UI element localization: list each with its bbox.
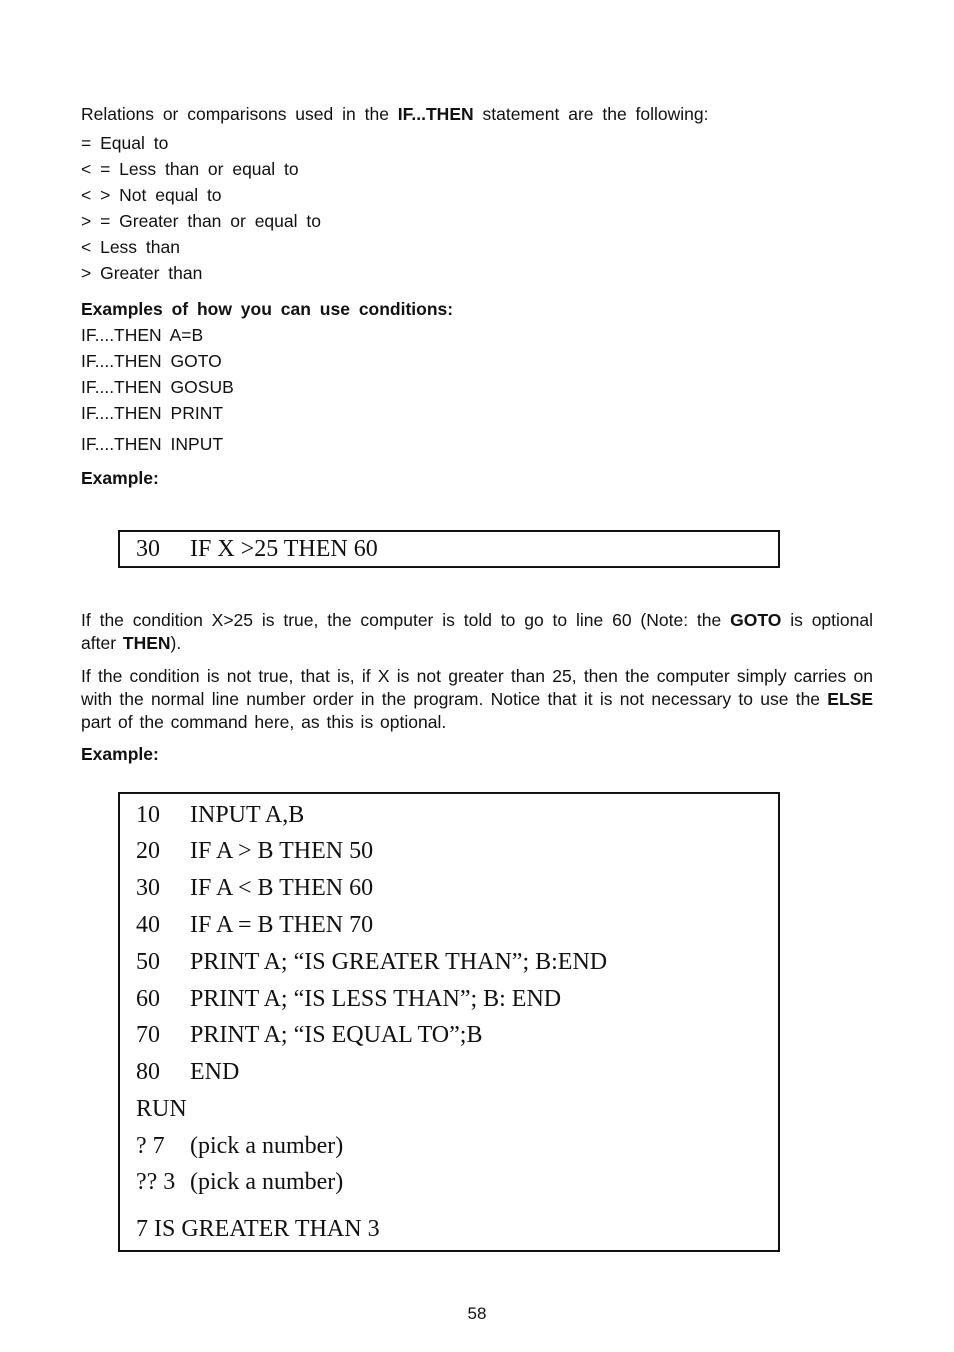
line-number: 20 — [136, 838, 160, 864]
relation-item: < = Less than or equal to — [81, 159, 299, 179]
code-box-program — [118, 792, 780, 1252]
condition-item: IF....THEN GOTO — [81, 351, 222, 371]
keyword-goto: GOTO — [730, 610, 782, 630]
line-number: 50 — [136, 949, 160, 975]
condition-item: IF....THEN PRINT — [81, 403, 224, 423]
paragraph-text: If the condition is not true, that is, if X is not greater than 25, then the computer simply carries on with the normal line number order in the program. Notice that it is not necessary to use the — [81, 666, 873, 709]
line-text: IF A > B THEN 50 — [190, 838, 374, 864]
prompt-text: (pick a number) — [190, 1133, 344, 1159]
line-text: PRINT A; “IS LESS THAN”; B: END — [190, 986, 562, 1012]
paragraph-text: part of the command here, as this is optional. — [81, 712, 447, 732]
line-number: 10 — [136, 802, 160, 828]
keyword-then: THEN — [122, 633, 171, 653]
intro-text-before: Relations or comparisons used in the — [81, 104, 398, 124]
paragraph-text: ). — [170, 633, 182, 653]
line-number: 30 — [136, 875, 160, 901]
intro-text-after: statement are the following: — [473, 104, 709, 124]
line-text: INPUT A,B — [190, 802, 305, 828]
example-label: Example: — [81, 744, 159, 764]
prompt-text: (pick a number) — [190, 1169, 344, 1195]
conditions-heading: Examples of how you can use conditions: — [81, 299, 454, 319]
page-number: 58 — [467, 1304, 487, 1323]
line-number: 60 — [136, 986, 160, 1012]
paragraph-text: is optional after — [81, 610, 873, 653]
line-text: IF X >25 THEN 60 — [190, 536, 378, 562]
prompt-marker: ? 7 — [136, 1133, 165, 1159]
program-output: 7 IS GREATER THAN 3 — [136, 1216, 380, 1242]
relation-item: = Equal to — [81, 133, 169, 153]
line-number: 40 — [136, 912, 160, 938]
line-number: 70 — [136, 1022, 160, 1048]
relation-item: > Greater than — [81, 263, 203, 283]
condition-item: IF....THEN INPUT — [81, 434, 224, 454]
line-text: IF A = B THEN 70 — [190, 912, 374, 938]
example-label: Example: — [81, 468, 159, 488]
line-number: 80 — [136, 1059, 160, 1085]
intro-line — [81, 104, 709, 125]
code-box-single — [118, 530, 780, 568]
line-number: 30 — [136, 536, 160, 562]
keyword-else: ELSE — [827, 689, 873, 709]
relation-item: < Less than — [81, 237, 180, 257]
paragraph-condition-true — [81, 609, 873, 655]
paragraph-text: If the condition X>25 is true, the computer is told to go to line 60 (Note: the — [81, 610, 731, 630]
line-text: END — [190, 1059, 240, 1085]
prompt-marker: ?? 3 — [136, 1169, 176, 1195]
line-text: PRINT A; “IS EQUAL TO”;B — [190, 1022, 483, 1048]
relation-item: > = Greater than or equal to — [81, 211, 321, 231]
relation-item: < > Not equal to — [81, 185, 222, 205]
line-text: PRINT A; “IS GREATER THAN”; B:END — [190, 949, 608, 975]
paragraph-condition-false — [81, 665, 873, 734]
condition-item: IF....THEN GOSUB — [81, 377, 234, 397]
intro-keyword: IF...THEN — [397, 104, 474, 124]
run-command: RUN — [136, 1096, 187, 1122]
line-text: IF A < B THEN 60 — [190, 875, 374, 901]
condition-item: IF....THEN A=B — [81, 325, 204, 345]
